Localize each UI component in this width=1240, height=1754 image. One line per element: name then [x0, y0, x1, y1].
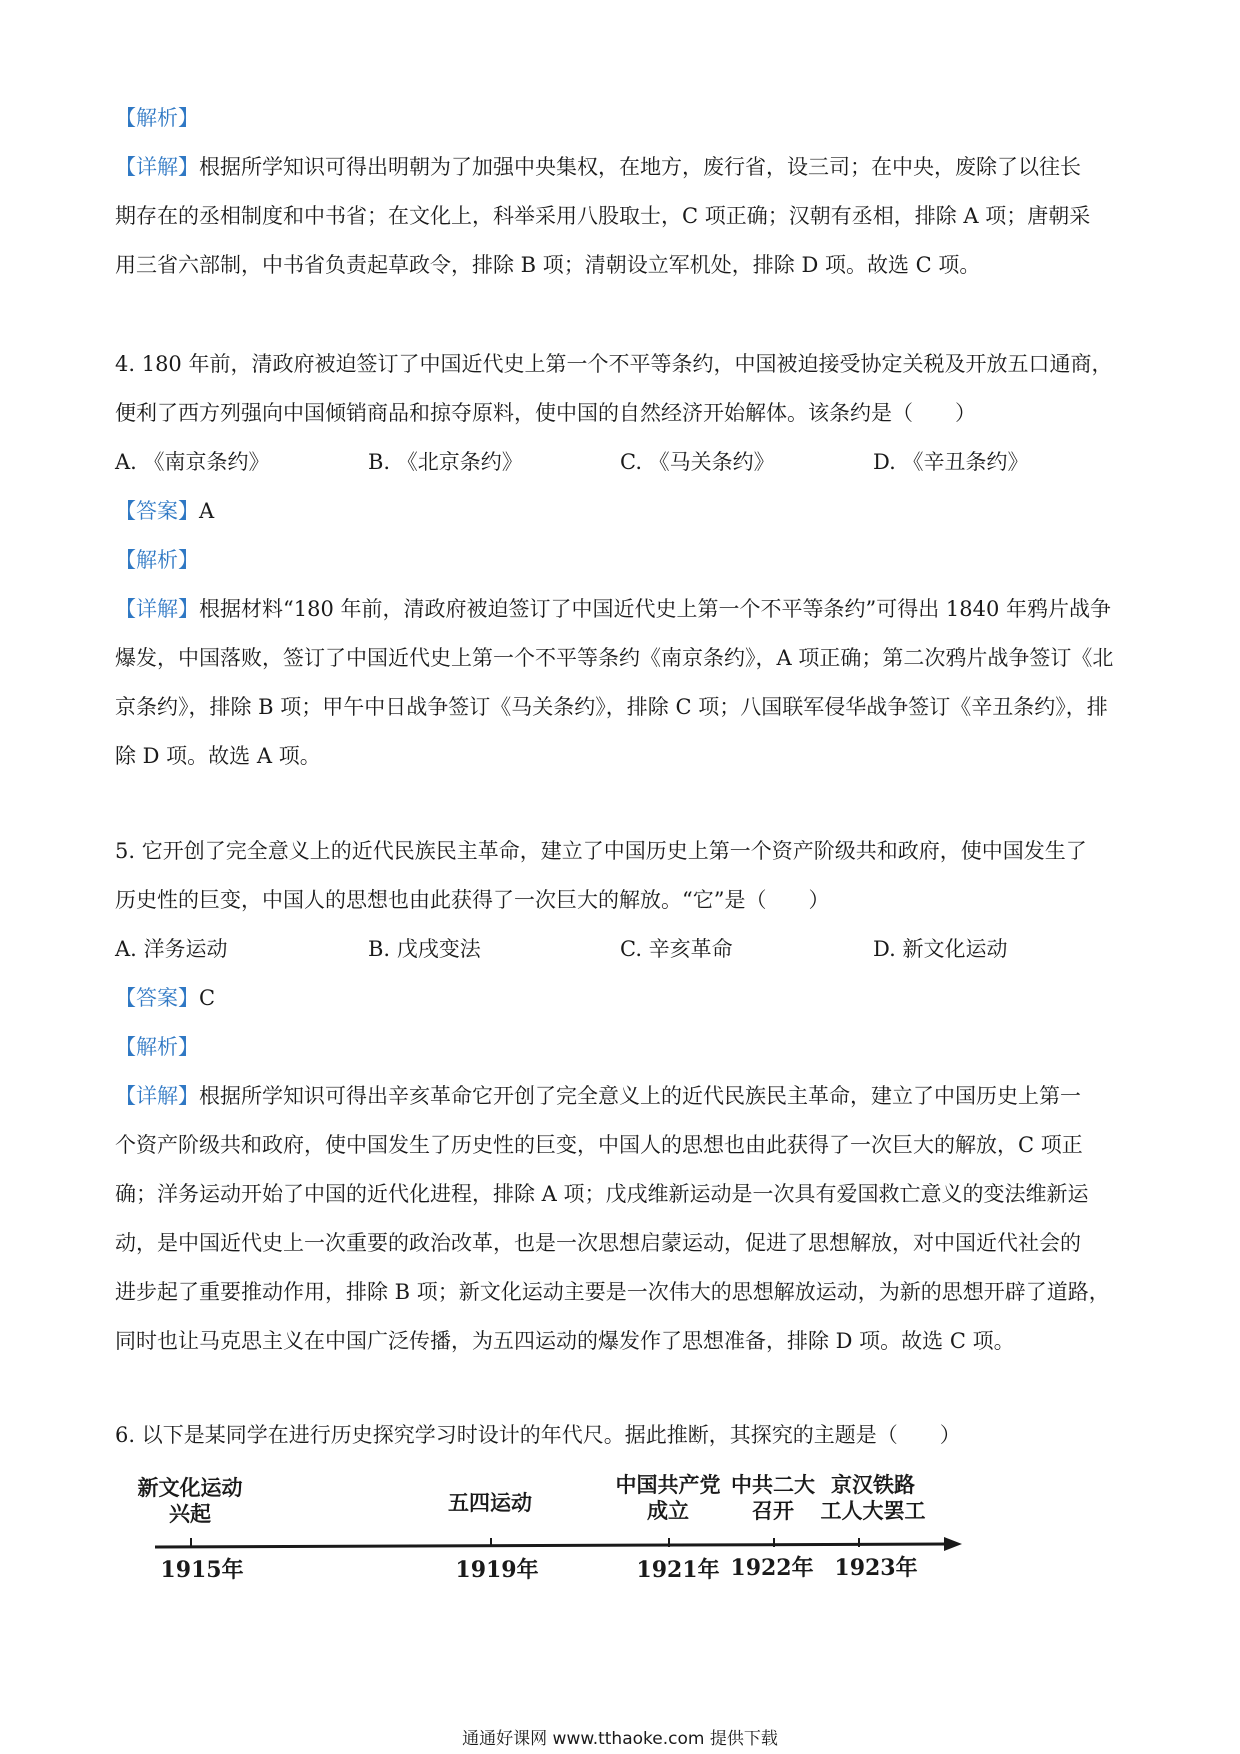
q3-detail-text: 根据所学知识可得出明朝为了加强中央集权，在地方，废行省，设三司；在中央，废除了以往长	[199, 155, 1081, 179]
q5-detail-tag: 【详解】	[115, 1084, 199, 1108]
q5-option-a: A. 洋务运动	[115, 937, 228, 961]
q5-detail-line: 进步起了重要推动作用，排除 B 项；新文化运动主要是一次伟大的思想解放运动，为新的思想开辟了道路，	[115, 1280, 1110, 1304]
q4-option-c: C. 《马关条约》	[620, 450, 775, 474]
q5-detail-line: 同时也让马克思主义在中国广泛传播，为五四运动的爆发作了思想准备，排除 D 项。故选 C 项。	[115, 1329, 1015, 1353]
timeline-axis-line	[155, 1544, 948, 1547]
q3-detail-line: 期存在的丞相制度和中书省；在文化上，科举采用八股取士，C 项正确；汉朝有丞相，排除 A 项；唐朝采	[115, 204, 1091, 228]
timeline-label-line: 中共二大	[731, 1473, 815, 1497]
timeline-label-line: 召开	[752, 1499, 794, 1523]
q5-detail-line: 个资产阶级共和政府，使中国发生了历史性的巨变，中国人的思想也由此获得了一次巨大的解放，C 项正	[115, 1133, 1083, 1157]
timeline-tick	[490, 1538, 492, 1547]
q4-stem-line: 4. 180 年前，清政府被迫签订了中国近代史上第一个不平等条约，中国被迫接受协定关税及开放五口通商，	[115, 352, 1113, 376]
timeline-year: 1923年	[834, 1555, 918, 1581]
q4-answer: A	[199, 499, 215, 523]
q5-detail-line: 动，是中国近代史上一次重要的政治改革，也是一次思想启蒙运动，促进了思想解放，对中国近代社会的	[115, 1231, 1081, 1255]
q4-option-b: B. 《北京条约》	[368, 450, 523, 474]
q4-detail-line: 爆发，中国落败，签订了中国近代史上第一个不平等条约《南京条约》，A 项正确；第二次鸦片战争签订《北	[115, 646, 1114, 670]
q3-detail-tag: 【详解】	[115, 155, 199, 179]
q3-analysis-tag: 【解析】	[115, 106, 199, 130]
q4-answer-tag: 【答案】	[115, 499, 199, 523]
timeline-tick	[858, 1538, 860, 1547]
q4-analysis-tag: 【解析】	[115, 548, 199, 572]
page-footer: 通通好课网 www.tthaoke.com 提供下载	[462, 1729, 778, 1749]
timeline-tick	[668, 1538, 670, 1547]
q5-answer-tag: 【答案】	[115, 986, 199, 1010]
q3-detail-line: 用三省六部制，中书省负责起草政令，排除 B 项；清朝设立军机处，排除 D 项。故选 C 项。	[115, 253, 981, 277]
q5-detail-line: 确；洋务运动开始了中国的近代化进程，排除 A 项；戊戌维新运动是一次具有爱国救亡意义的变法维新运	[115, 1182, 1089, 1206]
q4-stem-line: 便利了西方列强向中国倾销商品和掠夺原料，使中国的自然经济开始解体。该条约是（ ）	[115, 401, 976, 425]
q5-detail-text: 根据所学知识可得出辛亥革命它开创了完全意义上的近代民族民主革命，建立了中国历史上第一	[199, 1084, 1081, 1108]
timeline-year: 1922年	[730, 1555, 814, 1581]
q5-option-b: B. 戊戌变法	[368, 937, 481, 961]
timeline-year: 1915年	[160, 1557, 244, 1583]
timeline-label-line: 京汉铁路	[831, 1473, 915, 1497]
timeline-label-line: 五四运动	[448, 1491, 532, 1515]
q5-analysis-tag: 【解析】	[115, 1035, 199, 1059]
q5-stem-line: 5. 它开创了完全意义上的近代民族民主革命，建立了中国历史上第一个资产阶级共和政府，使中国发生了	[115, 839, 1087, 863]
timeline-tick	[190, 1538, 192, 1547]
q4-detail-tag: 【详解】	[115, 597, 199, 621]
q5-option-d: D. 新文化运动	[873, 937, 1008, 961]
q5-answer: C	[199, 986, 216, 1010]
timeline-label-line: 兴起	[169, 1502, 211, 1526]
timeline-label-line: 成立	[647, 1499, 689, 1523]
timeline-year: 1921年	[636, 1557, 720, 1583]
q5-option-c: C. 辛亥革命	[620, 937, 733, 961]
timeline-label-line: 新文化运动	[137, 1476, 243, 1500]
timeline-arrow-icon	[944, 1537, 962, 1551]
q4-option-d: D. 《辛丑条约》	[873, 450, 1029, 474]
q4-detail-text: 根据材料“180 年前，清政府被迫签订了中国近代史上第一个不平等条约”可得出 1840 年鸦片战争	[199, 597, 1112, 621]
q5-stem-line: 历史性的巨变，中国人的思想也由此获得了一次巨大的解放。“它”是（ ）	[115, 888, 830, 912]
q4-detail-line: 京条约》，排除 B 项；甲午中日战争签订《马关条约》，排除 C 项；八国联军侵华战争签订《辛丑条约》，排	[115, 695, 1108, 719]
q4-option-a: A. 《南京条约》	[115, 450, 270, 474]
timeline-label-line: 中国共产党	[615, 1473, 721, 1497]
q6-stem: 6. 以下是某同学在进行历史探究学习时设计的年代尺。据此推断，其探究的主题是（ ）	[115, 1423, 961, 1447]
timeline-label-line: 工人大罢工	[820, 1499, 926, 1523]
timeline-tick	[773, 1538, 775, 1547]
timeline-year: 1919年	[455, 1557, 539, 1583]
q4-detail-line: 除 D 项。故选 A 项。	[115, 744, 321, 768]
